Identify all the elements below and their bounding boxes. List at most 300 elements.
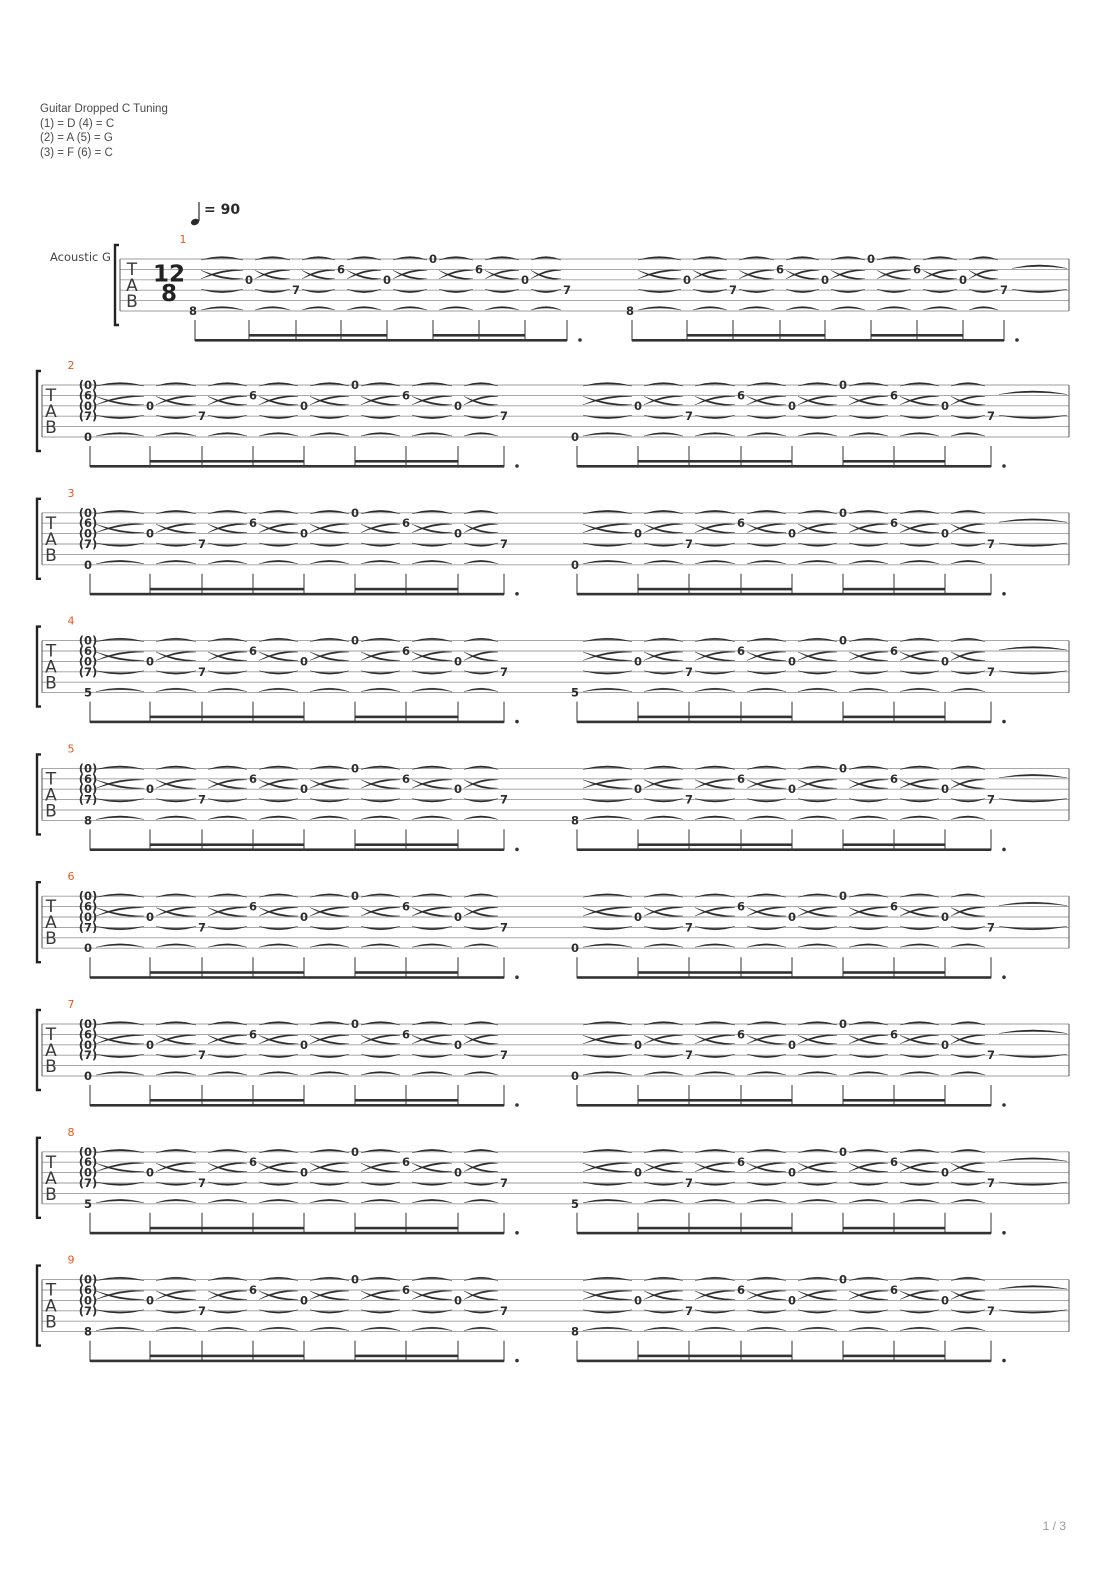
let-ring-tie [259, 1182, 298, 1186]
let-ring-tie [999, 926, 1067, 930]
fret-number: 0 [350, 1144, 360, 1159]
fret-number: 0 [145, 398, 155, 413]
fret-number: 6 [736, 388, 746, 403]
beam [843, 465, 991, 468]
fret-number: 7 [499, 1303, 509, 1318]
fret-number: 7 [499, 1176, 509, 1190]
dot [1015, 338, 1019, 342]
beam [90, 848, 355, 851]
fret-number: 0 [633, 910, 643, 924]
tab-clef-letter: A [45, 402, 57, 422]
let-ring-tie [695, 1182, 735, 1186]
fret-number: 0 [299, 782, 309, 797]
let-ring-tie [999, 1158, 1067, 1162]
fret-number: 7 [986, 920, 996, 935]
beam [843, 1227, 945, 1230]
chord-fret: (6) [78, 1155, 98, 1170]
beam [355, 588, 458, 591]
fret-number: 0 [820, 272, 830, 287]
fret-number: 7 [999, 283, 1009, 298]
fret-number: 0 [633, 398, 643, 413]
fret-number: 7 [499, 664, 509, 679]
beam [843, 588, 945, 591]
beam [843, 460, 945, 463]
fret-number: 6 [889, 516, 899, 531]
let-ring-tie [412, 1072, 452, 1076]
let-ring-tie [208, 894, 247, 898]
let-ring-tie [798, 415, 837, 419]
let-ring-tie [747, 816, 786, 820]
measure-number: 6 [67, 870, 75, 884]
let-ring-tie [412, 510, 452, 514]
let-ring-tie [485, 257, 519, 261]
let-ring-tie [208, 799, 247, 803]
let-ring-tie [999, 774, 1067, 778]
let-ring-tie [361, 1182, 400, 1186]
let-ring-tie [583, 1310, 632, 1314]
let-ring-tie [638, 257, 681, 261]
let-ring-tie [259, 510, 298, 514]
let-ring-tie [96, 926, 144, 930]
dot [1002, 592, 1006, 596]
let-ring-tie [644, 1310, 683, 1314]
let-ring-tie [361, 1072, 400, 1076]
let-ring-tie [951, 543, 985, 547]
beam [638, 843, 792, 846]
bass-fret: 5 [83, 1196, 93, 1211]
fret-number: 6 [889, 1283, 899, 1297]
let-ring-tie [849, 799, 888, 803]
fret-number: 7 [197, 1176, 207, 1190]
fret-number: 7 [684, 920, 694, 935]
let-ring-tie [464, 433, 498, 437]
tab-clef-letter: T [126, 260, 138, 280]
system-bracket [37, 371, 41, 451]
beam [355, 976, 504, 979]
chord-fret: (0) [78, 782, 98, 797]
let-ring-tie [208, 816, 247, 820]
let-ring-tie [464, 560, 498, 564]
let-ring-tie [96, 1054, 144, 1058]
let-ring-tie [951, 894, 985, 898]
let-ring-tie [583, 638, 632, 642]
fret-number: 0 [453, 654, 463, 669]
let-ring-tie [531, 307, 561, 311]
tab-clef-letter: A [45, 1296, 57, 1317]
dot [1002, 1231, 1006, 1235]
chord-fret: (0) [78, 398, 98, 413]
let-ring-tie [464, 766, 498, 770]
bass-fret: 0 [570, 557, 580, 572]
tab-clef-letter: A [45, 1168, 57, 1189]
fret-number: 0 [453, 1165, 463, 1180]
chord-fret: (0) [78, 1144, 98, 1159]
let-ring-tie [695, 799, 735, 803]
let-ring-tie [464, 1310, 498, 1314]
let-ring-tie [208, 415, 247, 419]
let-ring-tie [999, 391, 1067, 395]
let-ring-tie [583, 510, 632, 514]
let-ring-tie [347, 257, 381, 261]
fret-number: 6 [736, 1155, 746, 1170]
bass-fret: 0 [570, 941, 580, 956]
let-ring-tie [156, 1149, 196, 1153]
let-ring-tie [361, 688, 400, 692]
fret-number: 0 [958, 272, 968, 287]
let-ring-tie [900, 944, 939, 948]
let-ring-tie [259, 766, 298, 770]
let-ring-tie [464, 688, 498, 692]
let-ring-tie [798, 1310, 837, 1314]
let-ring-tie [849, 926, 888, 930]
let-ring-tie [900, 1327, 939, 1331]
fret-number: 7 [986, 537, 996, 551]
beam [355, 721, 504, 724]
let-ring-tie [201, 289, 243, 293]
let-ring-tie [259, 1310, 298, 1314]
fret-number: 0 [633, 654, 643, 669]
chord-fret: (0) [78, 1037, 98, 1052]
let-ring-tie [693, 289, 727, 293]
tuning-title: Guitar Dropped C Tuning [40, 103, 168, 115]
let-ring-tie [798, 510, 837, 514]
fret-number: 6 [401, 899, 411, 914]
beam [355, 848, 504, 851]
fret-number: 7 [562, 283, 572, 298]
let-ring-tie [695, 671, 735, 675]
let-ring-tie [96, 1310, 144, 1314]
let-ring-tie [900, 816, 939, 820]
let-ring-tie [695, 433, 735, 437]
fret-number: 0 [299, 1293, 309, 1308]
let-ring-tie [951, 1182, 985, 1186]
let-ring-tie [849, 816, 888, 820]
let-ring-tie [644, 1072, 683, 1076]
let-ring-tie [747, 543, 786, 547]
let-ring-tie [361, 926, 400, 930]
let-ring-tie [951, 1327, 985, 1331]
let-ring-tie [96, 671, 144, 675]
let-ring-tie [644, 799, 683, 803]
fret-number: 6 [889, 644, 899, 658]
let-ring-tie [923, 289, 957, 293]
beam [355, 716, 458, 719]
let-ring-tie [583, 1072, 632, 1076]
let-ring-tie [361, 1022, 400, 1026]
fret-number: 6 [248, 1283, 258, 1297]
fret-number: 7 [197, 920, 207, 935]
tab-clef-letter: B [45, 1184, 57, 1205]
beam [90, 721, 355, 724]
let-ring-tie [96, 1149, 144, 1153]
chord-fret: (6) [78, 899, 98, 914]
let-ring-tie [156, 415, 196, 419]
beam [843, 848, 991, 851]
let-ring-tie [951, 1277, 985, 1281]
let-ring-tie [900, 560, 939, 564]
fret-number: 6 [736, 1027, 746, 1042]
bass-fret: 0 [83, 1069, 93, 1083]
let-ring-tie [951, 560, 985, 564]
fret-number: 6 [248, 1155, 258, 1170]
beam [632, 339, 871, 342]
fret-number: 7 [197, 537, 207, 551]
let-ring-tie [999, 543, 1067, 547]
bass-fret: 0 [83, 430, 93, 444]
beam [638, 1227, 792, 1230]
beam [150, 460, 304, 463]
tab-clef-letter: A [45, 785, 57, 806]
let-ring-tie [644, 638, 683, 642]
let-ring-tie [361, 1310, 400, 1314]
let-ring-tie [951, 1149, 985, 1153]
tab-clef-letter: A [45, 657, 57, 678]
let-ring-tie [583, 1327, 632, 1331]
system-6 [37, 870, 1069, 979]
fret-number: 6 [401, 644, 411, 658]
let-ring-tie [849, 638, 888, 642]
fret-number: 0 [633, 1293, 643, 1308]
let-ring-tie [412, 671, 452, 675]
chord-fret: (0) [78, 1017, 98, 1031]
beam [638, 460, 792, 463]
let-ring-tie [583, 944, 632, 948]
let-ring-tie [747, 926, 786, 930]
let-ring-tie [464, 1327, 498, 1331]
let-ring-tie [695, 816, 735, 820]
let-ring-tie [831, 307, 865, 311]
let-ring-tie [96, 688, 144, 692]
fret-number: 0 [453, 1037, 463, 1052]
let-ring-tie [201, 257, 243, 261]
chord-fret: (0) [78, 1293, 98, 1308]
let-ring-tie [695, 1277, 735, 1281]
let-ring-tie [208, 1310, 247, 1314]
fret-number: 0 [145, 782, 155, 797]
let-ring-tie [849, 688, 888, 692]
let-ring-tie [695, 1022, 735, 1026]
bass-fret: 5 [570, 1196, 580, 1211]
let-ring-tie [310, 944, 349, 948]
let-ring-tie [951, 688, 985, 692]
fret-number: 0 [940, 398, 950, 413]
let-ring-tie [464, 1149, 498, 1153]
chord-fret: (7) [78, 664, 98, 679]
fret-number: 7 [499, 537, 509, 551]
let-ring-tie [96, 415, 144, 419]
beam [355, 843, 458, 846]
let-ring-tie [583, 1022, 632, 1026]
fret-number: 0 [350, 378, 360, 392]
let-ring-tie [951, 383, 985, 387]
let-ring-tie [259, 1199, 298, 1203]
let-ring-tie [644, 766, 683, 770]
let-ring-tie [951, 1054, 985, 1058]
fret-number: 0 [787, 1165, 797, 1180]
let-ring-tie [695, 383, 735, 387]
chord-fret: (0) [78, 761, 98, 776]
let-ring-tie [259, 1277, 298, 1281]
let-ring-tie [259, 560, 298, 564]
chord-fret: (6) [78, 516, 98, 531]
let-ring-tie [156, 1022, 196, 1026]
let-ring-tie [208, 560, 247, 564]
let-ring-tie [695, 1310, 735, 1314]
let-ring-tie [1012, 289, 1067, 293]
let-ring-tie [951, 415, 985, 419]
let-ring-tie [361, 415, 400, 419]
let-ring-tie [951, 926, 985, 930]
let-ring-tie [900, 671, 939, 675]
beam [150, 971, 304, 974]
let-ring-tie [310, 1072, 349, 1076]
let-ring-tie [849, 1054, 888, 1058]
let-ring-tie [644, 894, 683, 898]
system-bracket [37, 882, 41, 962]
let-ring-tie [361, 1199, 400, 1203]
beam [90, 593, 355, 596]
let-ring-tie [464, 1182, 498, 1186]
let-ring-tie [644, 926, 683, 930]
bass-fret: 0 [83, 557, 93, 572]
let-ring-tie [951, 1310, 985, 1314]
fret-number: 0 [633, 1037, 643, 1052]
tempo-value: = 90 [204, 202, 241, 218]
let-ring-tie [999, 799, 1067, 803]
let-ring-tie [747, 1072, 786, 1076]
fret-number: 0 [428, 252, 438, 266]
let-ring-tie [877, 257, 911, 261]
system-bracket [37, 1138, 41, 1218]
let-ring-tie [259, 799, 298, 803]
let-ring-tie [310, 799, 349, 803]
fret-number: 6 [401, 1155, 411, 1170]
beam [355, 1227, 458, 1230]
let-ring-tie [208, 510, 247, 514]
let-ring-tie [923, 307, 957, 311]
let-ring-tie [849, 944, 888, 948]
beam [843, 1099, 945, 1102]
let-ring-tie [531, 289, 561, 293]
dot [515, 1359, 519, 1363]
fret-number: 6 [248, 516, 258, 531]
fret-number: 0 [787, 1037, 797, 1052]
tab-clef-letter: T [45, 1025, 57, 1045]
fret-number: 6 [248, 899, 258, 914]
let-ring-tie [412, 944, 452, 948]
fret-number: 0 [145, 1165, 155, 1180]
let-ring-tie [747, 1054, 786, 1058]
let-ring-tie [412, 1022, 452, 1026]
let-ring-tie [439, 257, 473, 261]
let-ring-tie [259, 688, 298, 692]
fret-number: 0 [787, 526, 797, 541]
beam [843, 721, 991, 724]
let-ring-tie [412, 638, 452, 642]
fret-number: 0 [520, 272, 530, 287]
let-ring-tie [96, 560, 144, 564]
let-ring-tie [798, 1149, 837, 1153]
let-ring-tie [259, 1072, 298, 1076]
let-ring-tie [798, 766, 837, 770]
fret-number: 6 [889, 388, 899, 403]
let-ring-tie [361, 766, 400, 770]
chord-fret: (6) [78, 644, 98, 658]
let-ring-tie [849, 894, 888, 898]
let-ring-tie [259, 638, 298, 642]
bass-fret: 8 [83, 1324, 93, 1339]
let-ring-tie [900, 1072, 939, 1076]
let-ring-tie [208, 688, 247, 692]
tab-clef-letter: B [45, 801, 57, 822]
let-ring-tie [798, 560, 837, 564]
fret-number: 6 [248, 1027, 258, 1042]
bass-fret: 5 [570, 685, 580, 700]
tab-clef-letter: A [45, 529, 57, 550]
fret-number: 0 [350, 1272, 360, 1287]
let-ring-tie [259, 671, 298, 675]
fret-number: 0 [299, 1037, 309, 1052]
let-ring-tie [310, 1149, 349, 1153]
tab-clef-letter: A [126, 276, 138, 296]
let-ring-tie [747, 671, 786, 675]
let-ring-tie [747, 383, 786, 387]
bass-fret: 8 [188, 304, 198, 318]
let-ring-tie [310, 1022, 349, 1026]
let-ring-tie [412, 1310, 452, 1314]
let-ring-tie [900, 415, 939, 419]
bass-fret: 0 [83, 941, 93, 956]
beam [577, 1104, 843, 1107]
let-ring-tie [798, 688, 837, 692]
let-ring-tie [96, 816, 144, 820]
let-ring-tie [951, 433, 985, 437]
tab-clef-letter: A [45, 913, 57, 934]
let-ring-tie [969, 307, 998, 311]
let-ring-tie [156, 1310, 196, 1314]
let-ring-tie [361, 1054, 400, 1058]
bass-fret: 8 [83, 813, 93, 828]
let-ring-tie [96, 1327, 144, 1331]
let-ring-tie [644, 671, 683, 675]
fret-number: 7 [986, 409, 996, 424]
measure-number: 8 [67, 1125, 75, 1139]
let-ring-tie [583, 1182, 632, 1186]
let-ring-tie [412, 1182, 452, 1186]
let-ring-tie [310, 894, 349, 898]
fret-number: 0 [838, 633, 848, 648]
fret-number: 0 [453, 1293, 463, 1308]
fret-number: 0 [838, 889, 848, 904]
let-ring-tie [310, 926, 349, 930]
beam [577, 721, 843, 724]
measure-number: 5 [67, 742, 75, 756]
let-ring-tie [849, 543, 888, 547]
let-ring-tie [208, 926, 247, 930]
let-ring-tie [644, 1149, 683, 1153]
let-ring-tie [96, 543, 144, 547]
let-ring-tie [695, 1054, 735, 1058]
let-ring-tie [900, 1054, 939, 1058]
let-ring-tie [156, 799, 196, 803]
let-ring-tie [208, 1149, 247, 1153]
let-ring-tie [951, 816, 985, 820]
let-ring-tie [310, 1310, 349, 1314]
fret-number: 7 [499, 792, 509, 807]
beam [871, 339, 1004, 342]
let-ring-tie [900, 1199, 939, 1203]
tab-clef-letter: T [45, 513, 57, 534]
